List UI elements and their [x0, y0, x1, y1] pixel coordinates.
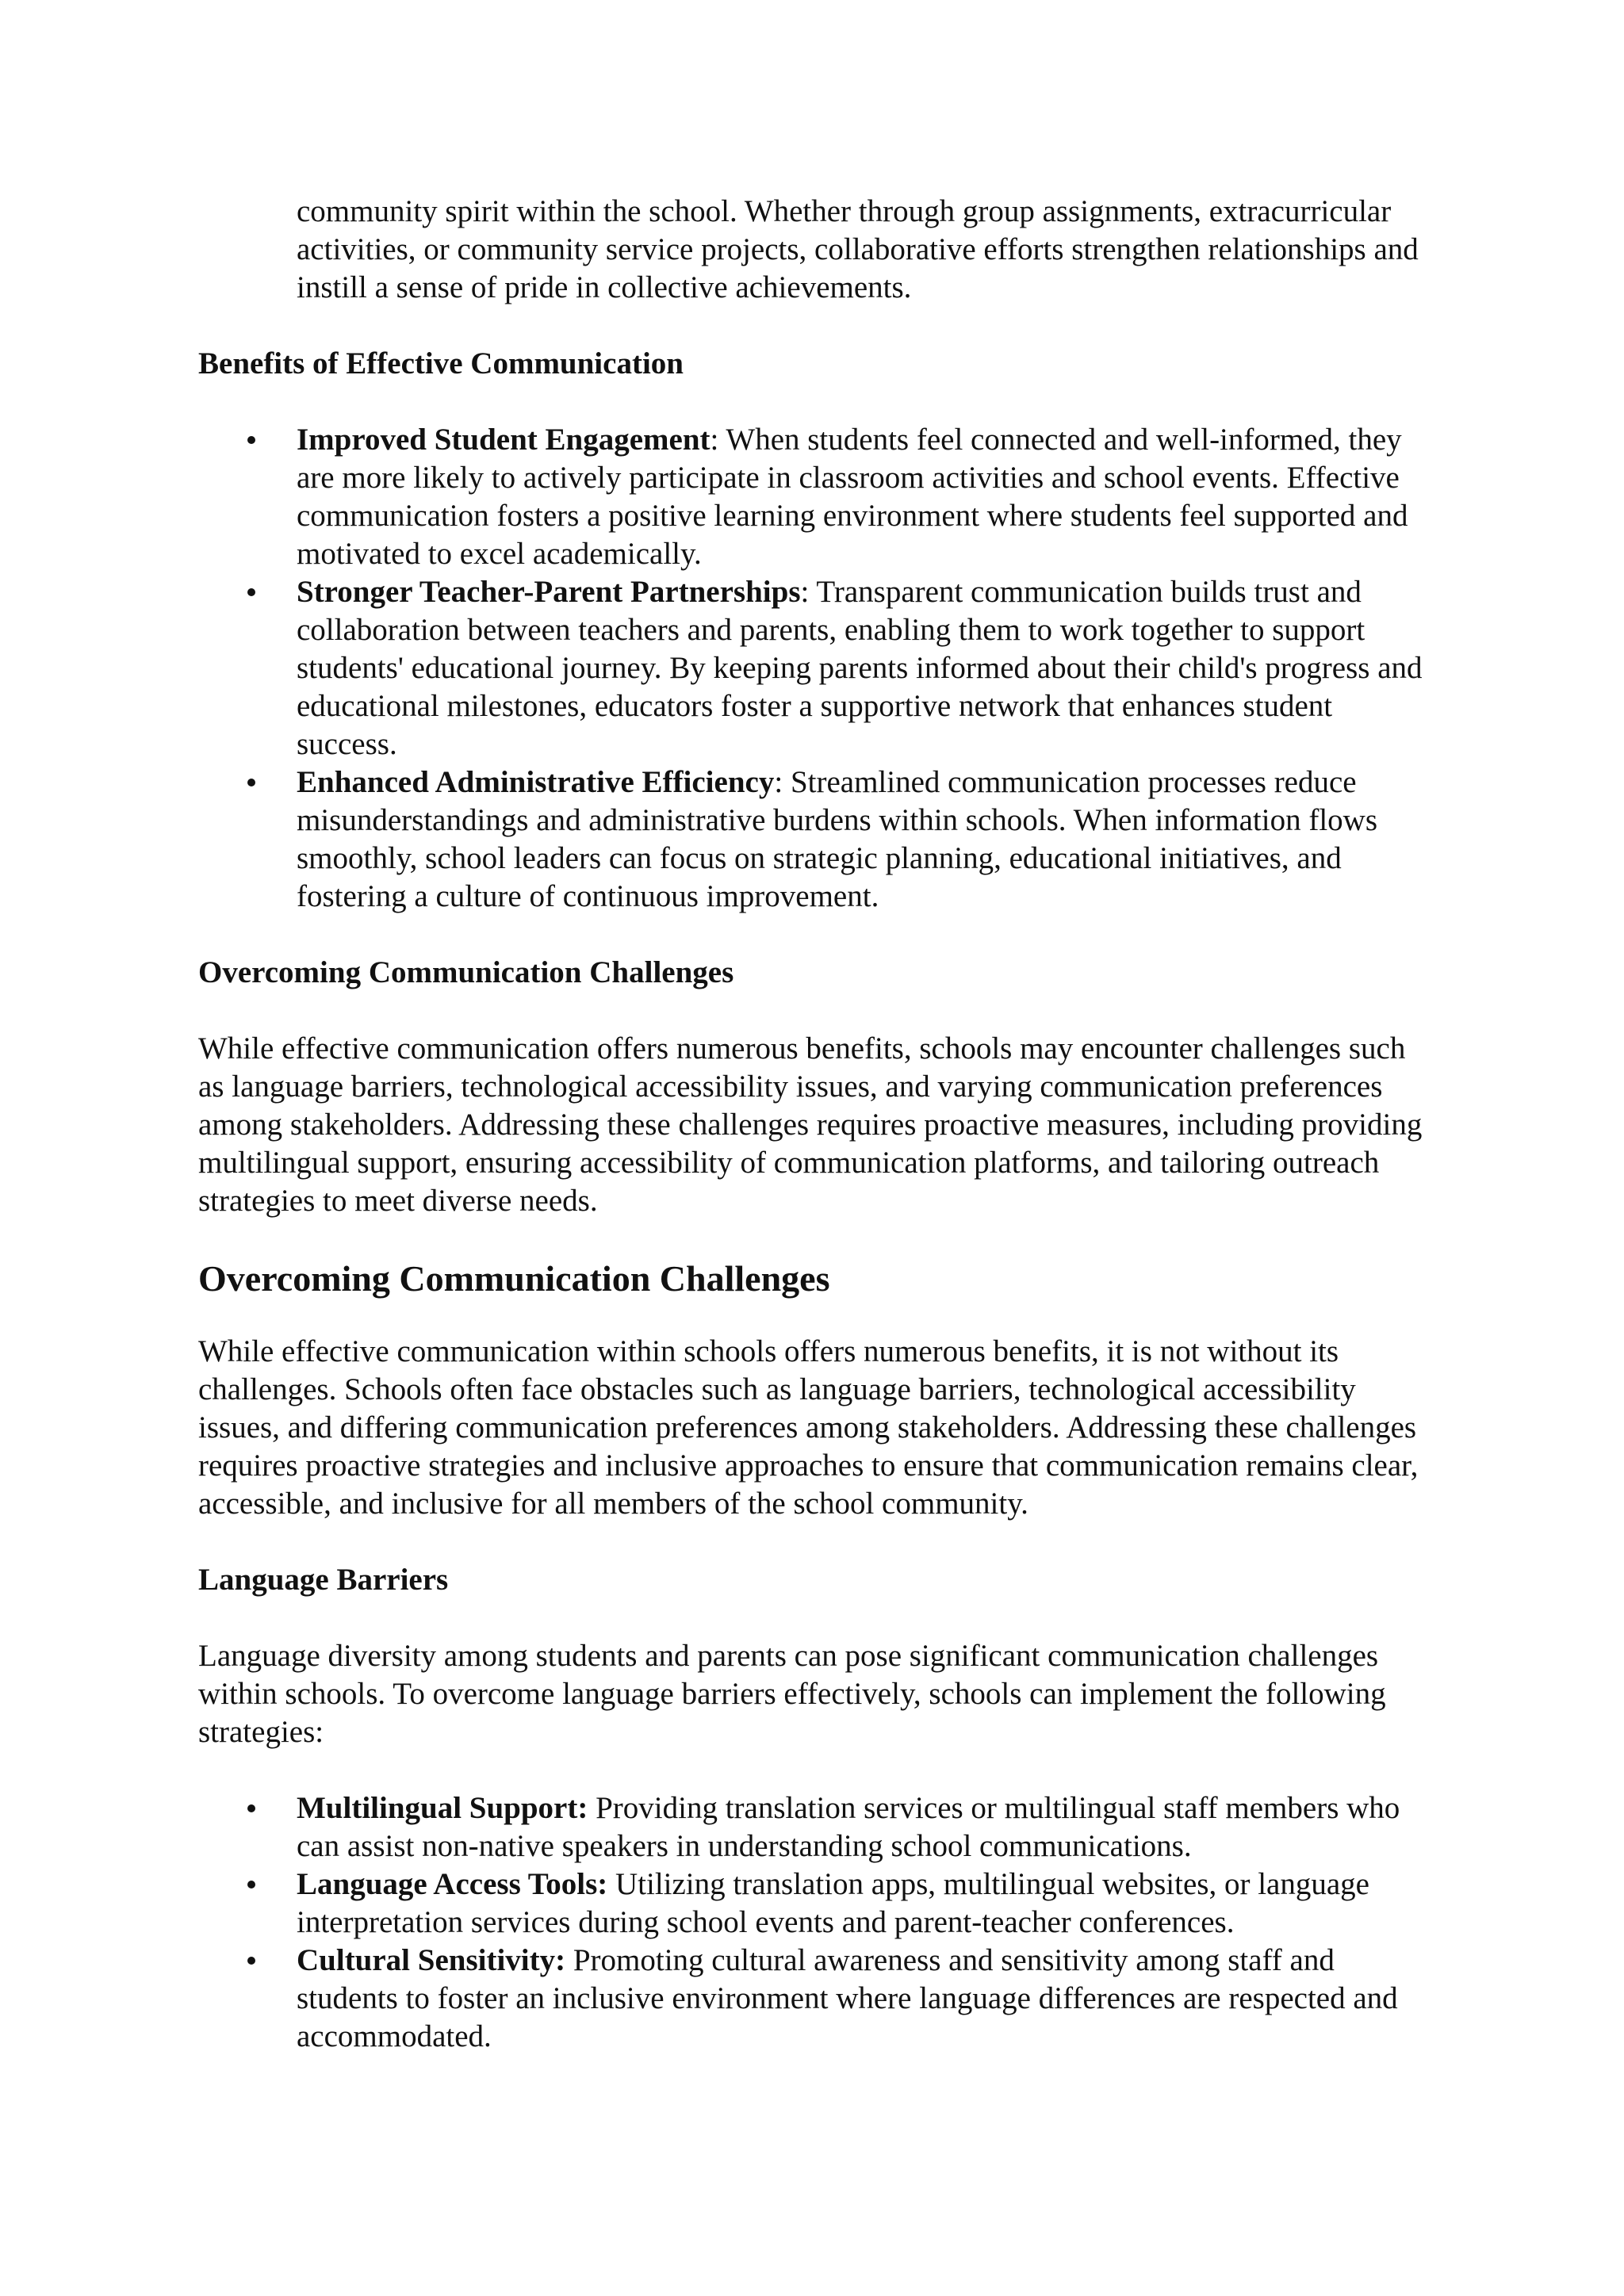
overcoming-subheading: Overcoming Communication Challenges: [198, 955, 734, 989]
item-title: Improved Student Engagement: [297, 423, 710, 457]
list-item: [297, 1942, 1435, 2056]
list-item: [297, 1789, 1435, 1866]
item-title: Stronger Teacher-Parent Partnerships: [297, 575, 801, 609]
bullet-icon: [247, 779, 255, 786]
overcoming-summary-paragraph: While effective communication offers numerous benefits, schools may encounter challenges such as language barriers, technological accessibility issues, and varying communication preferences among stakeholders. Addressing these challenges requires proactive measures, including providing multilingual support, ensuring accessibility of communication platforms, and tailoring outreach strategies to meet diverse needs.: [198, 1031, 1423, 1218]
item-body: Transparent communication builds trust and collaboration between teachers and parents, enabling them to work together to support students' educational journey. By keeping parents informed about their child's progress and educational milestones, educators foster a supportive network that enhances student success.: [297, 575, 1423, 761]
list-item: [297, 1866, 1435, 1942]
benefits-list: [198, 421, 1435, 916]
continuation-paragraph: community spirit within the school. Whether through group assignments, extracurricular activities, or community service projects, collaborative efforts strengthen relationships and instill a sense of pride in collective achievements.: [297, 194, 1419, 304]
list-item: [297, 573, 1435, 763]
item-title: Language Access Tools:: [297, 1867, 608, 1901]
bullet-icon: [247, 1881, 255, 1888]
list-item: [297, 763, 1435, 916]
item-body: Promoting cultural awareness and sensitivity among staff and students to foster an inclusive environment where language differences are respected and accommodated.: [297, 1943, 1398, 2053]
list-item: [297, 421, 1435, 573]
item-title-suffix: :: [774, 765, 783, 799]
overcoming-detail-paragraph: While effective communication within schools offers numerous benefits, it is not without its challenges. Schools often face obstacles such as language barriers, technological accessibility issues, and differing communication preferences among stakeholders. Addressing these challenges requires proactive strategies and inclusive approaches to ensure that communication remains clear, accessible, and inclusive for all members of the school community.: [198, 1334, 1419, 1521]
item-title-suffix: :: [710, 423, 719, 457]
document-page: [198, 193, 1435, 2056]
item-body: Providing translation services or multilingual staff members who can assist non-native speakers in understanding school communications.: [297, 1791, 1400, 1863]
item-title: Cultural Sensitivity:: [297, 1943, 566, 1977]
item-title: Enhanced Administrative Efficiency: [297, 765, 775, 799]
bullet-icon: [247, 436, 255, 444]
item-body: When students feel connected and well-informed, they are more likely to actively participate in classroom activities and school events. Effective communication fosters a positive learning environment where students feel supported and motivated to excel academically.: [297, 423, 1408, 571]
overcoming-section-title: Overcoming Communication Challenges: [198, 1258, 830, 1299]
benefits-heading: Benefits of Effective Communication: [198, 346, 684, 381]
language-barriers-intro: Language diversity among students and parents can pose significant communication challenges within schools. To overcome language barriers effectively, schools can implement the following strategies:: [198, 1639, 1386, 1749]
bullet-icon: [247, 1804, 255, 1812]
item-title-suffix: :: [800, 575, 810, 609]
bullet-icon: [247, 1957, 255, 1965]
bullet-icon: [247, 588, 255, 596]
item-body: Streamlined communication processes reduce misunderstandings and administrative burdens within schools. When information flows smoothly, school leaders can focus on strategic planning, educational initiatives, and fostering a culture of continuous improvement.: [297, 765, 1378, 913]
language-barriers-heading: Language Barriers: [198, 1563, 449, 1597]
item-title: Multilingual Support:: [297, 1791, 588, 1825]
language-strategies-list: [198, 1789, 1435, 2056]
item-body: Utilizing translation apps, multilingual websites, or language interpretation services during school events and parent-teacher conferences.: [297, 1867, 1369, 1939]
